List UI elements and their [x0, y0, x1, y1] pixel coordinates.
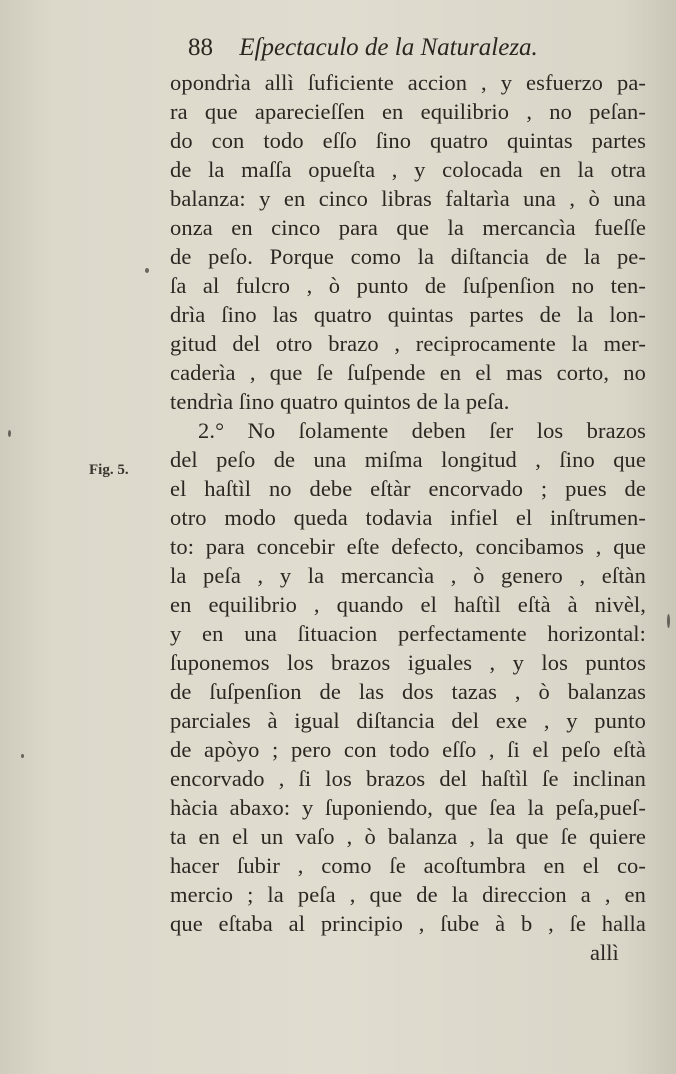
text-line: ſuponemos los brazos iguales , y los puntos — [170, 650, 646, 675]
text-line: el haſtìl no debe eſtàr encorvado ; pues de — [170, 476, 646, 501]
ink-speck — [145, 268, 149, 273]
catchword: allì — [590, 940, 619, 965]
running-title: Eſpectaculo de la Naturaleza. — [239, 34, 538, 61]
text-line: hacer ſubir , como ſe acoſtumbra en el co- — [170, 853, 646, 878]
text-line: y en una ſituacion perfectamente horizontal: — [170, 621, 646, 646]
text-line: onza en cinco para que la mercancìa fueſſe — [170, 215, 646, 240]
text-line: de apòyo ; pero con todo eſſo , ſi el peſo eſtà — [170, 737, 646, 762]
text-line: parciales à igual diſtancia del exe , y punto — [170, 708, 646, 733]
text-line: la peſa , y la mercancìa , ò genero , eſtàn — [170, 563, 646, 588]
text-line: en equilibrio , quando el haſtìl eſtà à nivèl, — [170, 592, 646, 617]
text-line: drìa ſino las quatro quintas partes de la lon- — [170, 302, 646, 327]
text-line: otro modo queda todavia infiel el inſtrumen- — [170, 505, 646, 530]
text-line: que eſtaba al principio , ſube à b , ſe halla — [170, 911, 646, 936]
text-line: caderìa , que ſe ſuſpende en el mas corto, no — [170, 360, 646, 385]
text-line: de la maſſa opueſta , y colocada en la otra — [170, 157, 646, 182]
text-line: ſa al fulcro , ò punto de ſuſpenſion no ten- — [170, 273, 646, 298]
ink-speck — [667, 614, 670, 628]
running-header — [188, 34, 608, 70]
text-line: to: para concebir eſte defecto, concibamos , que — [170, 534, 646, 559]
page-number: 88 — [188, 34, 213, 61]
figure-reference: Fig. 5. — [89, 462, 129, 478]
text-line: opondrìa allì ſuficiente accion , y esfuerzo pa- — [170, 70, 646, 95]
text-line: hàcia abaxo: y ſuponiendo, que ſea la peſa,pueſ- — [170, 795, 646, 820]
text-line: 2.° No ſolamente deben ſer los brazos — [198, 418, 646, 443]
text-line: de ſuſpenſion de las dos tazas , ò balanzas — [170, 679, 646, 704]
ink-speck — [21, 754, 24, 758]
text-line: encorvado , ſi los brazos del haſtìl ſe inclinan — [170, 766, 646, 791]
text-line: mercio ; la peſa , que de la direccion a , en — [170, 882, 646, 907]
text-line: tendrìa ſino quatro quintos de la peſa. — [170, 389, 510, 414]
text-line: del peſo de una miſma longitud , ſino que — [170, 447, 646, 472]
text-line: balanza: y en cinco libras faltarìa una , ò una — [170, 186, 646, 211]
text-line: ra que aparecieſſen en equilibrio , no peſan- — [170, 99, 646, 124]
text-line: de peſo. Porque como la diſtancia de la pe- — [170, 244, 646, 269]
text-line: do con todo eſſo ſino quatro quintas partes — [170, 128, 646, 153]
text-line: ta en el un vaſo , ò balanza , la que ſe quiere — [170, 824, 646, 849]
ink-speck — [8, 430, 11, 437]
text-line: gitud del otro brazo , reciprocamente la mer- — [170, 331, 646, 356]
